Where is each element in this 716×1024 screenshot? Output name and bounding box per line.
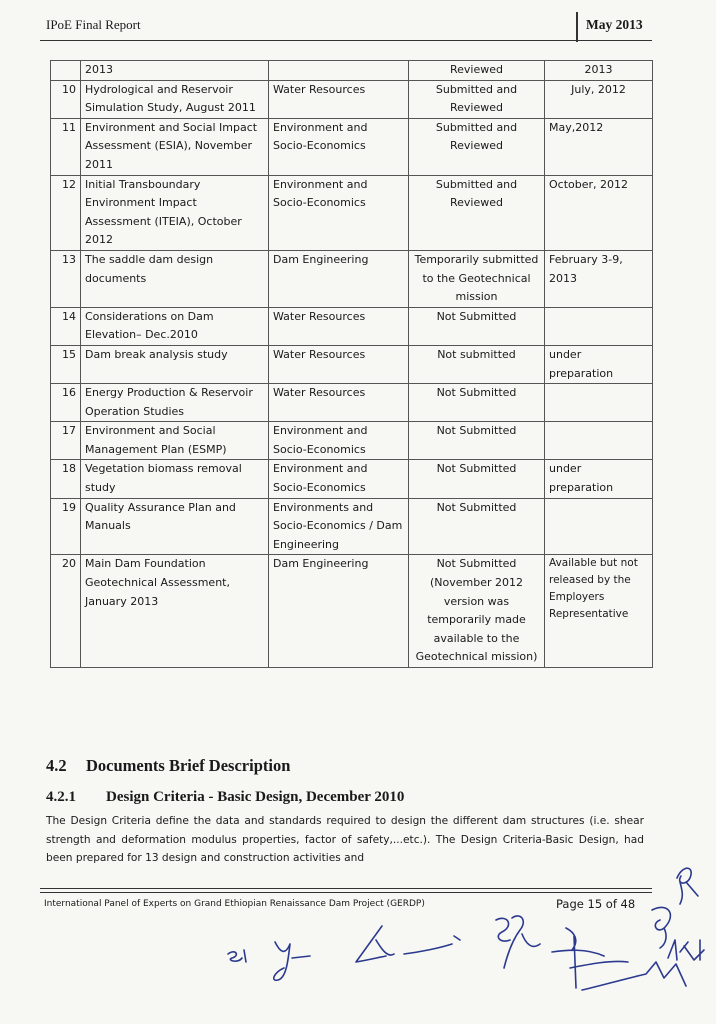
cell-responsible: Environment and Socio-Economics [269,422,409,460]
page-number: Page 15 of 48 [556,897,636,911]
cell-responsible: Environment and Socio-Economics [269,118,409,175]
table-row [51,118,653,175]
handwritten-signatures [0,840,716,1024]
cell-date: Available but not released by the Employers Representative [545,555,653,668]
cell-status: Not Submitted [409,498,545,555]
cell-document: The saddle dam design documents [81,250,269,307]
cell-no: 13 [51,250,81,307]
signature-mark [274,942,310,980]
cell-no: 17 [51,422,81,460]
cell-status: Not Submitted [409,384,545,422]
table-row [51,460,653,498]
cell-date: May,2012 [545,118,653,175]
cell-date [545,422,653,460]
cell-no: 19 [51,498,81,555]
header-divider [576,12,578,42]
cell-date: July, 2012 [545,80,653,118]
cell-no: 16 [51,384,81,422]
cell-no: 15 [51,345,81,383]
subsection-number: 4.2.1 [46,789,76,805]
cell-document: Energy Production & Reservoir Operation Studies [81,384,269,422]
cell-status: Not submitted [409,345,545,383]
subsection-title: Design Criteria - Basic Design, December 2010 [106,789,405,805]
cell-date: under preparation [545,460,653,498]
cell-responsible: Dam Engineering [269,555,409,668]
cell-status: Not Submitted (November 2012 version was temporarily made available to the Geotechnical mission) [409,555,545,668]
table-row [51,555,653,668]
cell-document: Environment and Social Management Plan (ESMP) [81,422,269,460]
signature-mark [356,926,460,962]
cell-no [51,61,81,81]
cell-status: Submitted and Reviewed [409,80,545,118]
cell-responsible [269,61,409,81]
cell-status: Temporarily submitted to the Geotechnical mission [409,250,545,307]
cell-responsible: Water Resources [269,80,409,118]
section-number: 4.2 [46,756,67,775]
documents-table [50,60,653,668]
signature-mark [652,907,670,948]
subsection-heading [46,789,404,806]
table-row [51,80,653,118]
cell-status: Reviewed [409,61,545,81]
report-date: May 2013 [586,17,643,32]
cell-no: 11 [51,118,81,175]
signature-mark [668,940,704,960]
cell-no: 10 [51,80,81,118]
cell-status: Not Submitted [409,422,545,460]
signature-mark [228,950,246,962]
cell-no: 18 [51,460,81,498]
page-header [40,10,652,41]
cell-responsible: Water Resources [269,307,409,345]
cell-status: Not Submitted [409,460,545,498]
table-row [51,498,653,555]
cell-responsible: Environments and Socio-Economics / Dam Engineering [269,498,409,555]
cell-status: Submitted and Reviewed [409,118,545,175]
cell-responsible: Water Resources [269,384,409,422]
cell-document: Hydrological and Reservoir Simulation Study, August 2011 [81,80,269,118]
table-row [51,345,653,383]
cell-status: Not Submitted [409,307,545,345]
footer-panel-name: International Panel of Experts on Grand Ethiopian Renaissance Dam Project (GERDP) [44,899,425,909]
documents-table-body [51,61,653,668]
cell-document: Vegetation biomass removal study [81,460,269,498]
cell-responsible: Environment and Socio-Economics [269,460,409,498]
cell-date [545,384,653,422]
table-row [51,422,653,460]
cell-no: 12 [51,175,81,250]
cell-date: February 3-9, 2013 [545,250,653,307]
cell-no: 14 [51,307,81,345]
table-row [51,175,653,250]
section-heading [46,756,290,776]
cell-status: Submitted and Reviewed [409,175,545,250]
cell-date: October, 2012 [545,175,653,250]
cell-document: Main Dam Foundation Geotechnical Assessment, January 2013 [81,555,269,668]
cell-document: Dam break analysis study [81,345,269,383]
cell-document: Considerations on Dam Elevation– Dec.2010 [81,307,269,345]
report-title: IPoE Final Report [46,17,141,32]
cell-document: Initial Transboundary Environment Impact Assessment (ITEIA), October 2012 [81,175,269,250]
cell-document: 2013 [81,61,269,81]
cell-document: Quality Assurance Plan and Manuals [81,498,269,555]
signature-mark [496,916,540,968]
table-row [51,307,653,345]
cell-date: under preparation [545,345,653,383]
cell-document: Environment and Social Impact Assessment (ESIA), November 2011 [81,118,269,175]
cell-date [545,498,653,555]
cell-responsible: Water Resources [269,345,409,383]
table-row [51,250,653,307]
cell-date: 2013 [545,61,653,81]
cell-no: 20 [51,555,81,668]
signature-mark [677,868,698,904]
table-row [51,384,653,422]
section-title: Documents Brief Description [86,756,291,775]
table-row-continued [51,61,653,81]
cell-date [545,307,653,345]
cell-responsible: Environment and Socio-Economics [269,175,409,250]
cell-responsible: Dam Engineering [269,250,409,307]
body-paragraph: The Design Criteria define the data and standards required to design the different dam structures (i.e. shear strength and deformation modulus properties, factor of safety,...etc.). The Design Criteria-Basic Design, had been prepared for 13 design and construction activities and [46,815,644,864]
